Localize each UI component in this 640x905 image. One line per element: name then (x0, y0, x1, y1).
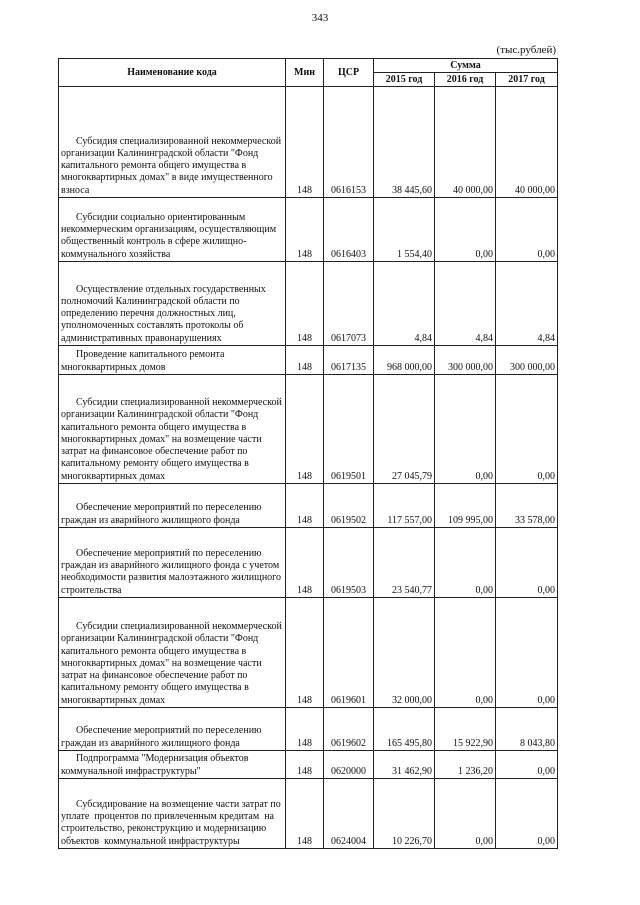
row-2017: 4,84 (496, 262, 558, 346)
table-row (59, 484, 558, 528)
row-2016: 300 000,00 (435, 346, 496, 375)
row-csr: 0620000 (324, 751, 374, 779)
row-2015: 32 000,00 (374, 598, 435, 708)
table-row (59, 346, 558, 375)
row-csr: 0619503 (324, 528, 374, 598)
row-2017: 0,00 (496, 598, 558, 708)
row-name: Субсидии специализированной некоммерческой организации Калининградской области "Фонд капитального ремонта общего имущества в многоквартирных домах" на возмещение части затрат на финансовое обеспечение работ по капитальному ремонту общего имущества в многоквартирных домах (59, 598, 286, 708)
table-header (59, 59, 558, 87)
row-name: Обеспечение мероприятий по переселению граждан из аварийного жилищного фонда (59, 708, 286, 751)
header-2016: 2016 год (435, 73, 496, 87)
table-row (59, 262, 558, 346)
table-row (59, 87, 558, 198)
row-csr: 0619601 (324, 598, 374, 708)
row-2016: 0,00 (435, 598, 496, 708)
row-csr: 0616403 (324, 198, 374, 262)
row-2015: 23 540,77 (374, 528, 435, 598)
row-min: 148 (286, 198, 324, 262)
row-2017: 0,00 (496, 198, 558, 262)
row-2016: 0,00 (435, 375, 496, 484)
row-name: Проведение капитального ремонта многоквартирных домов (59, 346, 286, 375)
header-min: Мин (286, 59, 324, 87)
row-2015: 27 045,79 (374, 375, 435, 484)
table-row (59, 708, 558, 751)
row-2016: 40 000,00 (435, 87, 496, 198)
row-csr: 0624004 (324, 779, 374, 849)
row-csr: 0616153 (324, 87, 374, 198)
table-row (59, 598, 558, 708)
row-min: 148 (286, 375, 324, 484)
row-min: 148 (286, 751, 324, 779)
header-name: Наименование кода (59, 59, 286, 87)
row-min: 148 (286, 528, 324, 598)
row-name: Подпрограмма "Модернизация объектов коммунальной инфраструктуры" (59, 751, 286, 779)
header-sum: Сумма (374, 59, 558, 73)
row-2017: 0,00 (496, 375, 558, 484)
row-2015: 4,84 (374, 262, 435, 346)
row-2017: 0,00 (496, 528, 558, 598)
page-number: 343 (311, 12, 329, 24)
row-name: Субсидии социально ориентированным некоммерческим организациям, осуществляющим общественный контроль в сфере жилищно-коммунального хозяйства (59, 198, 286, 262)
row-2015: 10 226,70 (374, 779, 435, 849)
row-name: Обеспечение мероприятий по переселению граждан из аварийного жилищного фонда (59, 484, 286, 528)
row-min: 148 (286, 779, 324, 849)
row-2015: 165 495,80 (374, 708, 435, 751)
row-2017: 8 043,80 (496, 708, 558, 751)
row-2017: 300 000,00 (496, 346, 558, 375)
header-2017: 2017 год (496, 73, 558, 87)
units-label: (тыс.рублей) (496, 44, 556, 56)
header-csr: ЦСР (324, 59, 374, 87)
row-csr: 0617073 (324, 262, 374, 346)
row-name: Субсидирование на возмещение части затрат по уплате процентов по привлеченным кредитам на строительство, реконструкцию и модернизацию объектов коммунальной инфраструктуры (59, 779, 286, 849)
row-csr: 0619502 (324, 484, 374, 528)
row-2015: 38 445,60 (374, 87, 435, 198)
table-row (59, 198, 558, 262)
row-min: 148 (286, 87, 324, 198)
table-row (59, 779, 558, 849)
row-2017: 40 000,00 (496, 87, 558, 198)
row-name: Осуществление отдельных государственных полномочий Калининградской области по определению перечня должностных лиц, уполномоченных составлять протоколы об административных правонарушениях (59, 262, 286, 346)
row-2015: 968 000,00 (374, 346, 435, 375)
row-min: 148 (286, 598, 324, 708)
row-csr: 0619602 (324, 708, 374, 751)
row-min: 148 (286, 262, 324, 346)
row-name: Обеспечение мероприятий по переселению граждан из аварийного жилищного фонда с учетом необходимости развития малоэтажного жилищного строительства (59, 528, 286, 598)
row-2015: 31 462,90 (374, 751, 435, 779)
table-row (59, 751, 558, 779)
row-2016: 1 236,20 (435, 751, 496, 779)
row-name: Субсидии специализированной некоммерческой организации Калининградской области "Фонд капитального ремонта общего имущества в многоквартирных домах" на возмещение части затрат на финансовое обеспечение работ по капитальному ремонту общего имущества в многоквартирных домах (59, 375, 286, 484)
table-row (59, 375, 558, 484)
row-name: Субсидия специализированной некоммерческой организации Калининградской области "Фонд капитального ремонта общего имущества в многоквартирных домах" в виде имущественного взноса (59, 87, 286, 198)
row-2016: 0,00 (435, 528, 496, 598)
row-2016: 109 995,00 (435, 484, 496, 528)
table-row (59, 528, 558, 598)
header-2015: 2015 год (374, 73, 435, 87)
row-2017: 0,00 (496, 779, 558, 849)
row-2015: 1 554,40 (374, 198, 435, 262)
row-min: 148 (286, 708, 324, 751)
row-2016: 0,00 (435, 198, 496, 262)
row-min: 148 (286, 346, 324, 375)
budget-table (58, 58, 558, 849)
row-min: 148 (286, 484, 324, 528)
row-csr: 0617135 (324, 346, 374, 375)
row-2016: 15 922,90 (435, 708, 496, 751)
row-2017: 33 578,00 (496, 484, 558, 528)
row-2015: 117 557,00 (374, 484, 435, 528)
row-2016: 0,00 (435, 779, 496, 849)
row-2017: 0,00 (496, 751, 558, 779)
row-csr: 0619501 (324, 375, 374, 484)
row-2016: 4,84 (435, 262, 496, 346)
